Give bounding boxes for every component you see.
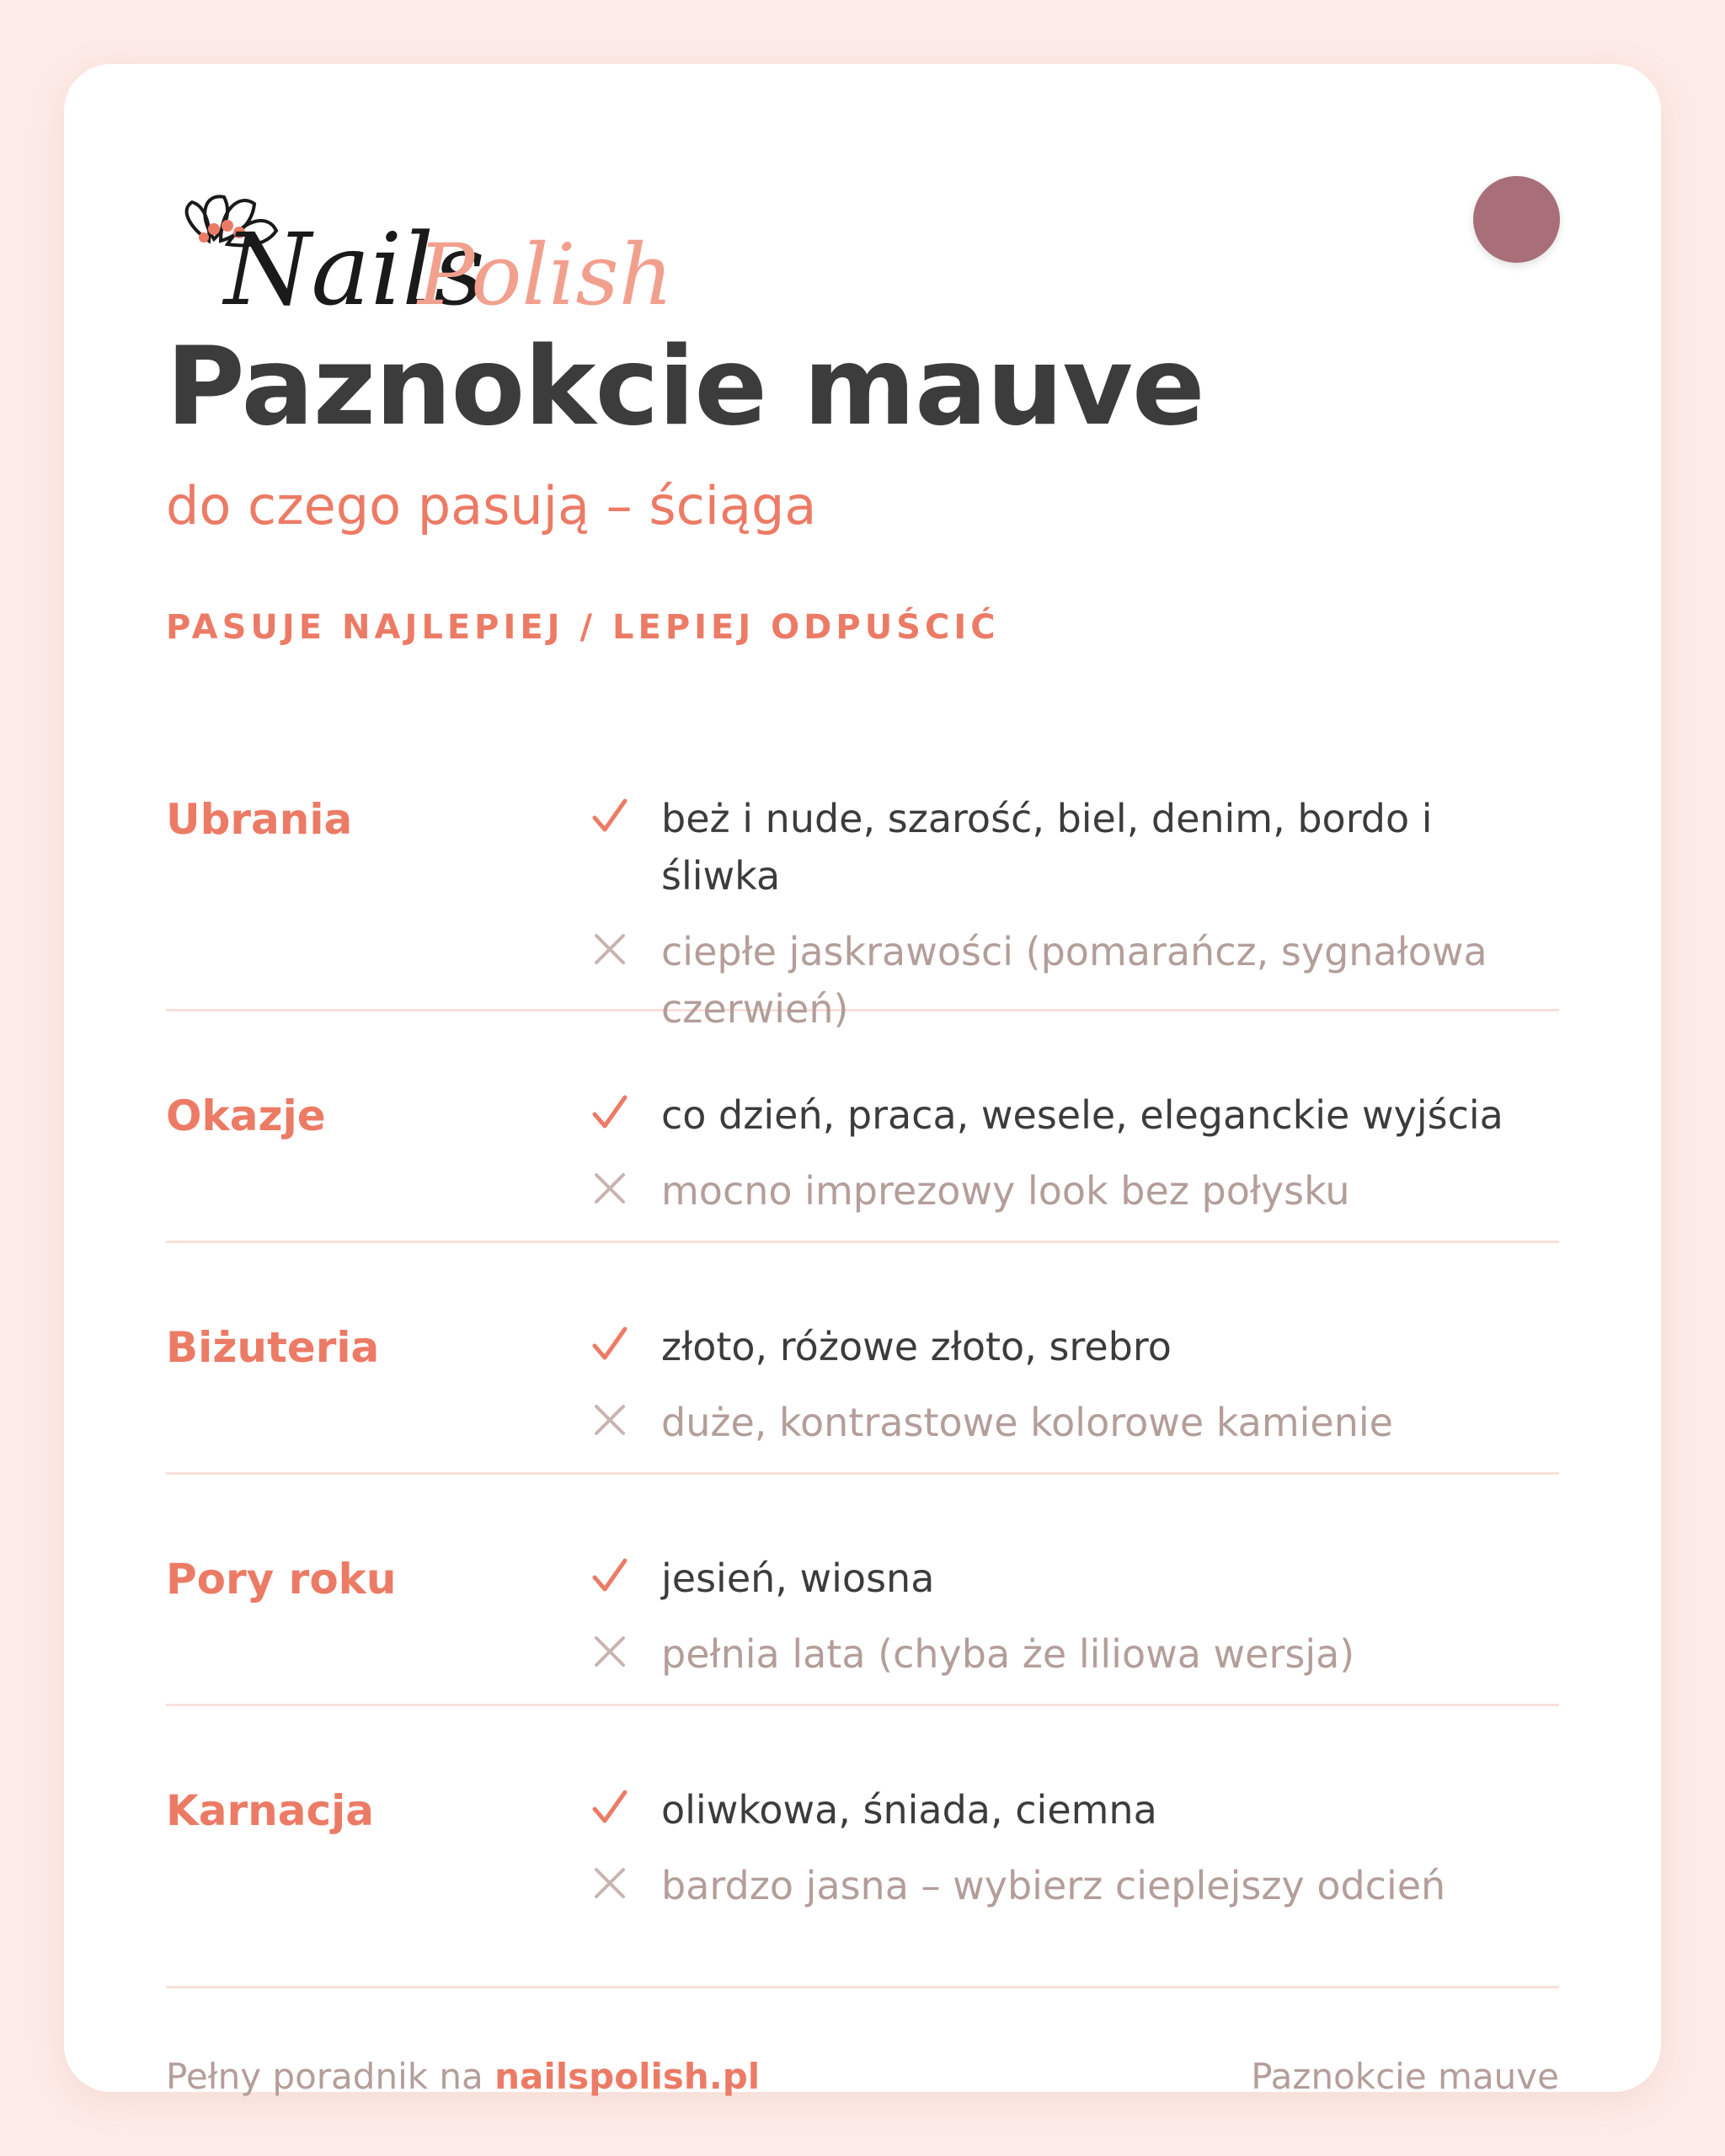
section-label: PASUJE NAJLEPIEJ / LEPIEJ ODPUŚCIĆ bbox=[166, 608, 1000, 647]
bad-text: duże, kontrastowe kolorowe kamienie bbox=[661, 1400, 1393, 1445]
bad-item bbox=[587, 1625, 1559, 1683]
bad-text: ciepłe jaskrawości (pomarańcz, sygnałowa czerwień) bbox=[661, 929, 1487, 1032]
bad-text: pełnia lata (chyba że liliowa wersja) bbox=[661, 1631, 1355, 1677]
page-title: Paznokcie mauve bbox=[166, 324, 1204, 450]
logo-text-nails: Nails bbox=[224, 211, 485, 328]
row-content bbox=[587, 771, 1559, 1032]
bad-text: mocno imprezowy look bez połysku bbox=[661, 1168, 1350, 1214]
good-text: oliwkowa, śniada, ciemna bbox=[661, 1787, 1157, 1833]
good-text: co dzień, praca, wesele, eleganckie wyjścia bbox=[661, 1092, 1503, 1138]
good-item bbox=[587, 1086, 1559, 1144]
good-item bbox=[587, 1550, 1559, 1607]
good-item bbox=[587, 1781, 1559, 1838]
bad-item bbox=[587, 1162, 1559, 1219]
row-content bbox=[587, 1011, 1559, 1241]
nail-fan-icon bbox=[165, 157, 704, 342]
good-text: złoto, różowe złoto, srebro bbox=[661, 1324, 1172, 1369]
check-icon bbox=[587, 790, 661, 842]
logo-text-polish: Polish bbox=[418, 226, 674, 324]
good-text: jesień, wiosna bbox=[661, 1556, 935, 1601]
cross-icon bbox=[587, 1394, 661, 1446]
good-item bbox=[587, 1318, 1559, 1375]
check-icon bbox=[587, 1781, 661, 1833]
bad-text: bardzo jasna – wybierz cieplejszy odcień bbox=[661, 1863, 1446, 1908]
footer bbox=[166, 2056, 1559, 2097]
table-row bbox=[166, 771, 1559, 1032]
check-icon bbox=[587, 1086, 661, 1139]
row-content bbox=[587, 1706, 1559, 1984]
cross-icon bbox=[587, 1857, 661, 1909]
table-row bbox=[166, 1475, 1559, 1706]
footer-right: Paznokcie mauve bbox=[1251, 2056, 1559, 2097]
cross-icon bbox=[587, 923, 661, 975]
bad-item bbox=[587, 1857, 1559, 1914]
cheat-sheet-card bbox=[64, 64, 1661, 2097]
row-label: Okazje bbox=[166, 1091, 326, 1140]
footer-divider bbox=[166, 1986, 1559, 1988]
bad-item bbox=[587, 1394, 1559, 1451]
table-row bbox=[166, 1706, 1559, 1984]
page-subtitle: do czego pasują – ściąga bbox=[166, 475, 817, 536]
check-icon bbox=[587, 1550, 661, 1602]
footer-prefix: Pełny poradnik na bbox=[166, 2056, 495, 2097]
row-content bbox=[587, 1243, 1559, 1472]
good-item bbox=[587, 790, 1559, 905]
cross-icon bbox=[587, 1625, 661, 1678]
row-label: Pory roku bbox=[166, 1555, 397, 1604]
mauve-color-swatch bbox=[1473, 176, 1560, 263]
table-row bbox=[166, 1011, 1559, 1243]
row-label: Biżuteria bbox=[166, 1323, 380, 1372]
cross-icon bbox=[587, 1162, 661, 1214]
good-text: beż i nude, szarość, biel, denim, bordo i śliwka bbox=[661, 796, 1433, 899]
check-icon bbox=[587, 1318, 661, 1370]
table-row bbox=[166, 1243, 1559, 1475]
row-label: Ubrania bbox=[166, 795, 353, 844]
comparison-table bbox=[166, 771, 1559, 1984]
footer-left bbox=[166, 2056, 760, 2097]
row-content bbox=[587, 1475, 1559, 1704]
footer-link[interactable]: nailspolish.pl bbox=[494, 2056, 761, 2097]
row-label: Karnacja bbox=[166, 1786, 374, 1835]
brand-logo[interactable] bbox=[165, 157, 704, 342]
